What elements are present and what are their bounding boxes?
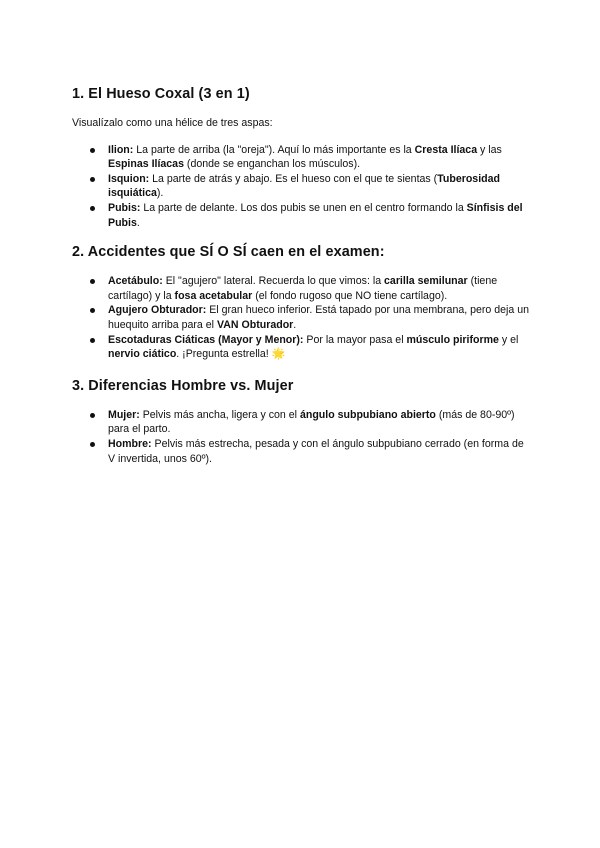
term-label: Escotaduras Ciáticas (Mayor y Menor): (108, 333, 304, 346)
bold-term: Espinas Ilíacas (108, 158, 184, 171)
section-intro: Visualízalo como una hélice de tres aspas: (72, 117, 273, 129)
document-content (72, 84, 532, 466)
item-text: Pelvis más estrecha, pesada y con el ángulo subpubiano cerrado (en forma de V invertida, unos 60º). (108, 437, 524, 465)
item-text: . (136, 216, 140, 229)
bold-term: ángulo subpubiano abierto (299, 408, 436, 421)
list-item-pubis (72, 201, 532, 230)
item-text: . ¡Pregunta estrella! (176, 348, 272, 361)
section-heading-hueso-coxal: 1. El Hueso Coxal (3 en 1) (72, 86, 250, 102)
list-item-isquion (72, 172, 532, 201)
bullet-list-accidentes (72, 274, 532, 362)
term-label: Ilion: (108, 143, 134, 156)
section-heading-accidentes: 2. Accidentes que SÍ O SÍ caen en el examen: (72, 244, 385, 261)
term-label: Agujero Obturador: (108, 304, 207, 317)
item-text: y las (477, 143, 502, 156)
list-item-acetabulo (72, 274, 532, 303)
bold-term: Cresta Ilíaca (414, 143, 478, 156)
item-text: La parte de arriba (la "oreja"). Aquí lo más importante es la (133, 143, 415, 156)
term-label: Pubis: (108, 201, 141, 214)
bold-term: VAN Obturador (216, 318, 294, 331)
term-label: Acetábulo: (108, 275, 163, 288)
item-text: . (293, 318, 297, 331)
bold-term: fosa acetabular (174, 289, 253, 302)
term-label: Isquion: (108, 172, 150, 185)
item-text: La parte de atrás y abajo. Es el hueso con el que te sientas ( (149, 172, 438, 185)
item-text: (más de 80-90º) para el parto. (108, 408, 515, 436)
bold-term: Sínfisis del Pubis (108, 201, 523, 229)
bold-term: carilla semilunar (384, 275, 468, 288)
item-text: El "agujero" lateral. Recuerda lo que vimos: la (162, 275, 385, 288)
item-text: (tiene cartílago) y la (108, 275, 498, 302)
bold-term: Tuberosidad isquiática (108, 172, 500, 200)
item-text: (el fondo rugoso que NO tiene cartílago). (252, 289, 448, 302)
term-label: Hombre: (108, 437, 152, 450)
item-text: Pelvis más ancha, ligera y con el (139, 408, 300, 421)
item-text: La parte de delante. Los dos pubis se unen en el centro formando la (140, 201, 467, 214)
list-item-agujero-obturador (72, 303, 532, 332)
list-item-ilion (72, 143, 532, 172)
star-icon: 🌟 (271, 348, 286, 361)
item-text: ). (156, 187, 164, 200)
list-item-escotaduras (72, 333, 532, 362)
bold-term: músculo piriforme (406, 333, 499, 346)
item-text: El gran hueco inferior. Está tapado por una membrana, pero deja un huequito arriba para el (108, 304, 530, 331)
bold-term: nervio ciático (108, 348, 177, 361)
item-text: y el (498, 333, 519, 346)
list-item-hombre (72, 437, 532, 466)
term-label: Mujer: (108, 408, 140, 421)
item-text: Por la mayor pasa el (303, 333, 407, 346)
bullet-list-diferencias (72, 408, 532, 466)
section-heading-diferencias: 3. Diferencias Hombre vs. Mujer (72, 377, 294, 394)
item-text: (donde se enganchan los músculos). (183, 158, 361, 171)
list-item-mujer (72, 408, 532, 437)
bullet-list-hueso-coxal (72, 143, 532, 231)
